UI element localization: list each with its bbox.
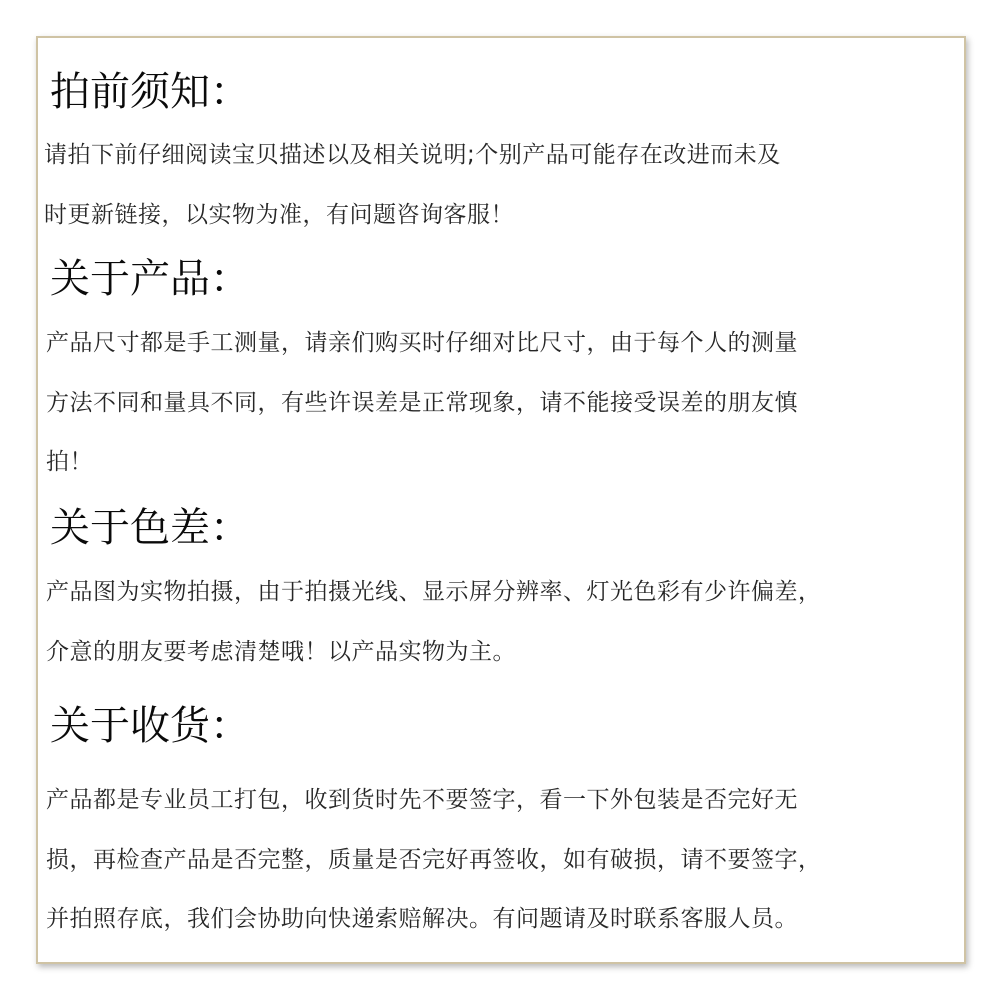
- text-line: 产品都是专业员工打包，收到货时先不要签字，看一下外包装是否完好无: [46, 787, 798, 813]
- text-line: 产品尺寸都是手工测量，请亲们购买时仔细对比尺寸，由于每个人的测量: [46, 330, 798, 356]
- text-line: 介意的朋友要考虑清楚哦！以产品实物为主。: [46, 638, 516, 665]
- section-body-receiving: [46, 771, 958, 950]
- section-heading-color-difference: 关于色差：: [50, 505, 250, 551]
- section-body-before-purchase: [44, 126, 956, 245]
- text-line: 并拍照存底，我们会协助向快递索赔解决。有问题请及时联系客服人员。: [46, 906, 798, 932]
- section-heading-receiving: 关于收货：: [50, 703, 250, 749]
- text-line: 方法不同和量具不同，有些许误差是正常现象，请不能接受误差的朋友慎: [46, 389, 798, 416]
- notice-card: [36, 36, 966, 964]
- section-heading-about-product: 关于产品：: [50, 256, 250, 302]
- text-line: 时更新链接，以实物为准，有问题咨询客服！: [44, 201, 514, 228]
- text-line: 损，再检查产品是否完整，质量是否完好再签收，如有破损，请不要签字，: [46, 846, 822, 873]
- text-line: 请拍下前仔细阅读宝贝描述以及相关说明;个别产品可能存在改进而未及: [44, 142, 781, 168]
- section-body-color-difference: [46, 563, 958, 682]
- section-body-about-product: [46, 314, 958, 493]
- text-line: 拍！: [46, 449, 93, 475]
- section-heading-before-purchase: 拍前须知：: [50, 69, 250, 115]
- text-line: 产品图为实物拍摄，由于拍摄光线、显示屏分辨率、灯光色彩有少许偏差，: [46, 579, 822, 605]
